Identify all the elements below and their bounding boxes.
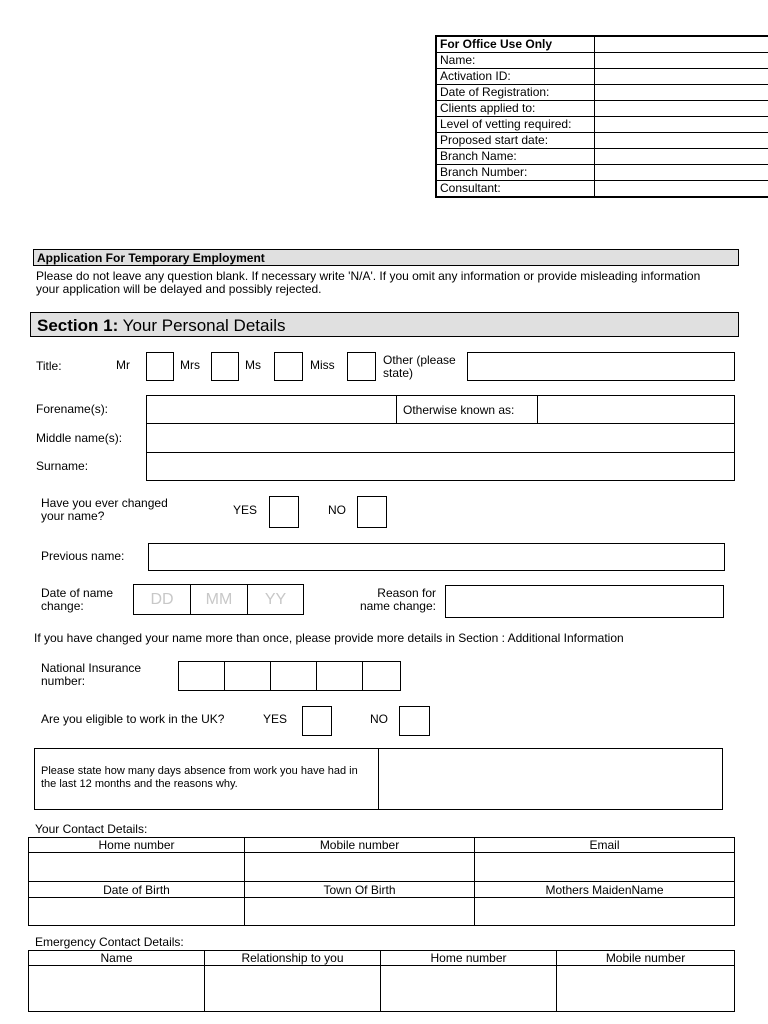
contact-header-dob: Date of Birth	[29, 882, 245, 898]
office-field-registration[interactable]	[595, 85, 768, 101]
forename-input[interactable]	[146, 395, 397, 424]
title-mrs-label: Mrs	[180, 358, 200, 372]
title-other-input[interactable]	[467, 352, 735, 381]
emergency-home-input[interactable]	[381, 966, 557, 1012]
date-change-month[interactable]: MM	[191, 585, 248, 614]
office-label-branch-number: Branch Number:	[436, 165, 595, 181]
middle-name-input[interactable]	[146, 423, 735, 453]
title-miss-label: Miss	[310, 358, 335, 372]
emergency-header-name: Name	[29, 951, 205, 966]
contact-header-home: Home number	[29, 838, 245, 853]
ni-label: National Insurance number:	[41, 661, 142, 688]
changed-name-question: Have you ever changed your name?	[41, 496, 168, 523]
changed-name-no-label: NO	[328, 503, 346, 517]
contact-header-town: Town Of Birth	[245, 882, 475, 898]
title-label: Title:	[36, 359, 62, 373]
office-field-branch-number[interactable]	[595, 165, 768, 181]
contact-header-mobile: Mobile number	[245, 838, 475, 853]
ni-divider	[270, 662, 271, 690]
section1-heading: Your Personal Details	[118, 316, 286, 335]
changed-name-yes-label: YES	[233, 503, 258, 517]
eligible-yes-label: YES	[263, 712, 288, 726]
emergency-header-mobile: Mobile number	[557, 951, 735, 966]
title-mr-label: Mr	[116, 358, 130, 372]
aka-label-cell	[396, 395, 538, 424]
contact-header-email: Email	[475, 838, 735, 853]
section1-title	[37, 316, 286, 336]
office-field-branch-name[interactable]	[595, 149, 768, 165]
changed-name-yes-checkbox[interactable]	[269, 496, 299, 528]
eligible-question: Are you eligible to work in the UK?	[41, 712, 225, 726]
forename-label: Forename(s):	[36, 402, 109, 416]
ni-divider	[362, 662, 363, 690]
emergency-mobile-input[interactable]	[557, 966, 735, 1012]
absence-block	[34, 748, 723, 810]
office-field-vetting[interactable]	[595, 117, 768, 133]
office-label-name: Name:	[436, 53, 595, 69]
surname-label: Surname:	[36, 459, 89, 473]
title-ms-label: Ms	[245, 358, 261, 372]
emergency-header-home: Home number	[381, 951, 557, 966]
contact-table	[28, 837, 735, 926]
office-label-vetting: Level of vetting required:	[436, 117, 595, 133]
emergency-relationship-input[interactable]	[205, 966, 381, 1012]
emergency-table	[28, 950, 735, 1012]
ni-input[interactable]	[178, 661, 401, 691]
previous-name-input[interactable]	[148, 543, 725, 571]
office-field-start[interactable]	[595, 133, 768, 149]
title-ms-checkbox[interactable]	[274, 352, 303, 381]
application-title-bar	[33, 249, 739, 266]
office-field[interactable]	[595, 36, 768, 53]
date-change-day[interactable]: DD	[134, 585, 191, 614]
changed-name-no-checkbox[interactable]	[357, 496, 387, 528]
absence-input[interactable]	[378, 749, 379, 809]
ni-divider	[316, 662, 317, 690]
absence-question: Please state how many days absence from work you have had in the last 12 months and the reasons why.	[41, 765, 358, 790]
contact-header-maiden: Mothers MaidenName	[475, 882, 735, 898]
aka-input[interactable]	[537, 395, 735, 424]
emergency-name-input[interactable]	[29, 966, 205, 1012]
section1-bar	[30, 312, 739, 337]
date-change-input[interactable]	[133, 584, 304, 615]
eligible-no-checkbox[interactable]	[399, 706, 430, 736]
reason-change-label: Reason for name change:	[359, 586, 436, 613]
office-label-activation: Activation ID:	[436, 69, 595, 85]
section1-number: Section 1:	[37, 316, 119, 335]
office-title: For Office Use Only	[436, 36, 595, 53]
office-use-table	[435, 35, 768, 198]
aka-label: Otherwise known as:	[403, 403, 515, 417]
middle-name-label: Middle name(s):	[36, 431, 123, 445]
title-other-label: Other (please state)	[383, 353, 456, 380]
contact-home-input[interactable]	[29, 853, 245, 882]
title-mr-checkbox[interactable]	[146, 352, 174, 381]
contact-maiden-input[interactable]	[475, 898, 735, 926]
office-label-start: Proposed start date:	[436, 133, 595, 149]
emergency-title: Emergency Contact Details:	[35, 935, 184, 949]
date-change-year[interactable]: YY	[264, 591, 287, 608]
office-field-clients[interactable]	[595, 101, 768, 117]
eligible-no-label: NO	[370, 712, 388, 726]
contact-town-input[interactable]	[245, 898, 475, 926]
office-label-clients: Clients applied to:	[436, 101, 595, 117]
office-field-activation[interactable]	[595, 69, 768, 85]
surname-input[interactable]	[146, 452, 735, 481]
application-title: Application For Temporary Employment	[37, 251, 265, 265]
office-label-registration: Date of Registration:	[436, 85, 595, 101]
office-field-consultant[interactable]	[595, 181, 768, 198]
application-instructions: Please do not leave any question blank. If necessary write 'N/A'. If you omit any information or provide misleading information your application will be delayed and possibly rejected.	[36, 269, 701, 296]
contact-mobile-input[interactable]	[245, 853, 475, 882]
office-label-branch-name: Branch Name:	[436, 149, 595, 165]
multiple-change-note: If you have changed your name more than once, please provide more details in Section : Additional Information	[34, 631, 624, 645]
contact-title: Your Contact Details:	[35, 822, 148, 836]
office-field-name[interactable]	[595, 53, 768, 69]
previous-name-label: Previous name:	[41, 549, 125, 563]
office-label-consultant: Consultant:	[436, 181, 595, 198]
eligible-yes-checkbox[interactable]	[302, 706, 332, 736]
title-mrs-checkbox[interactable]	[211, 352, 239, 381]
reason-change-input[interactable]	[445, 585, 724, 618]
emergency-header-relationship: Relationship to you	[205, 951, 381, 966]
contact-email-input[interactable]	[475, 853, 735, 882]
title-miss-checkbox[interactable]	[347, 352, 376, 381]
contact-dob-input[interactable]	[29, 898, 245, 926]
date-change-label: Date of name change:	[41, 586, 114, 613]
ni-divider	[224, 662, 225, 690]
